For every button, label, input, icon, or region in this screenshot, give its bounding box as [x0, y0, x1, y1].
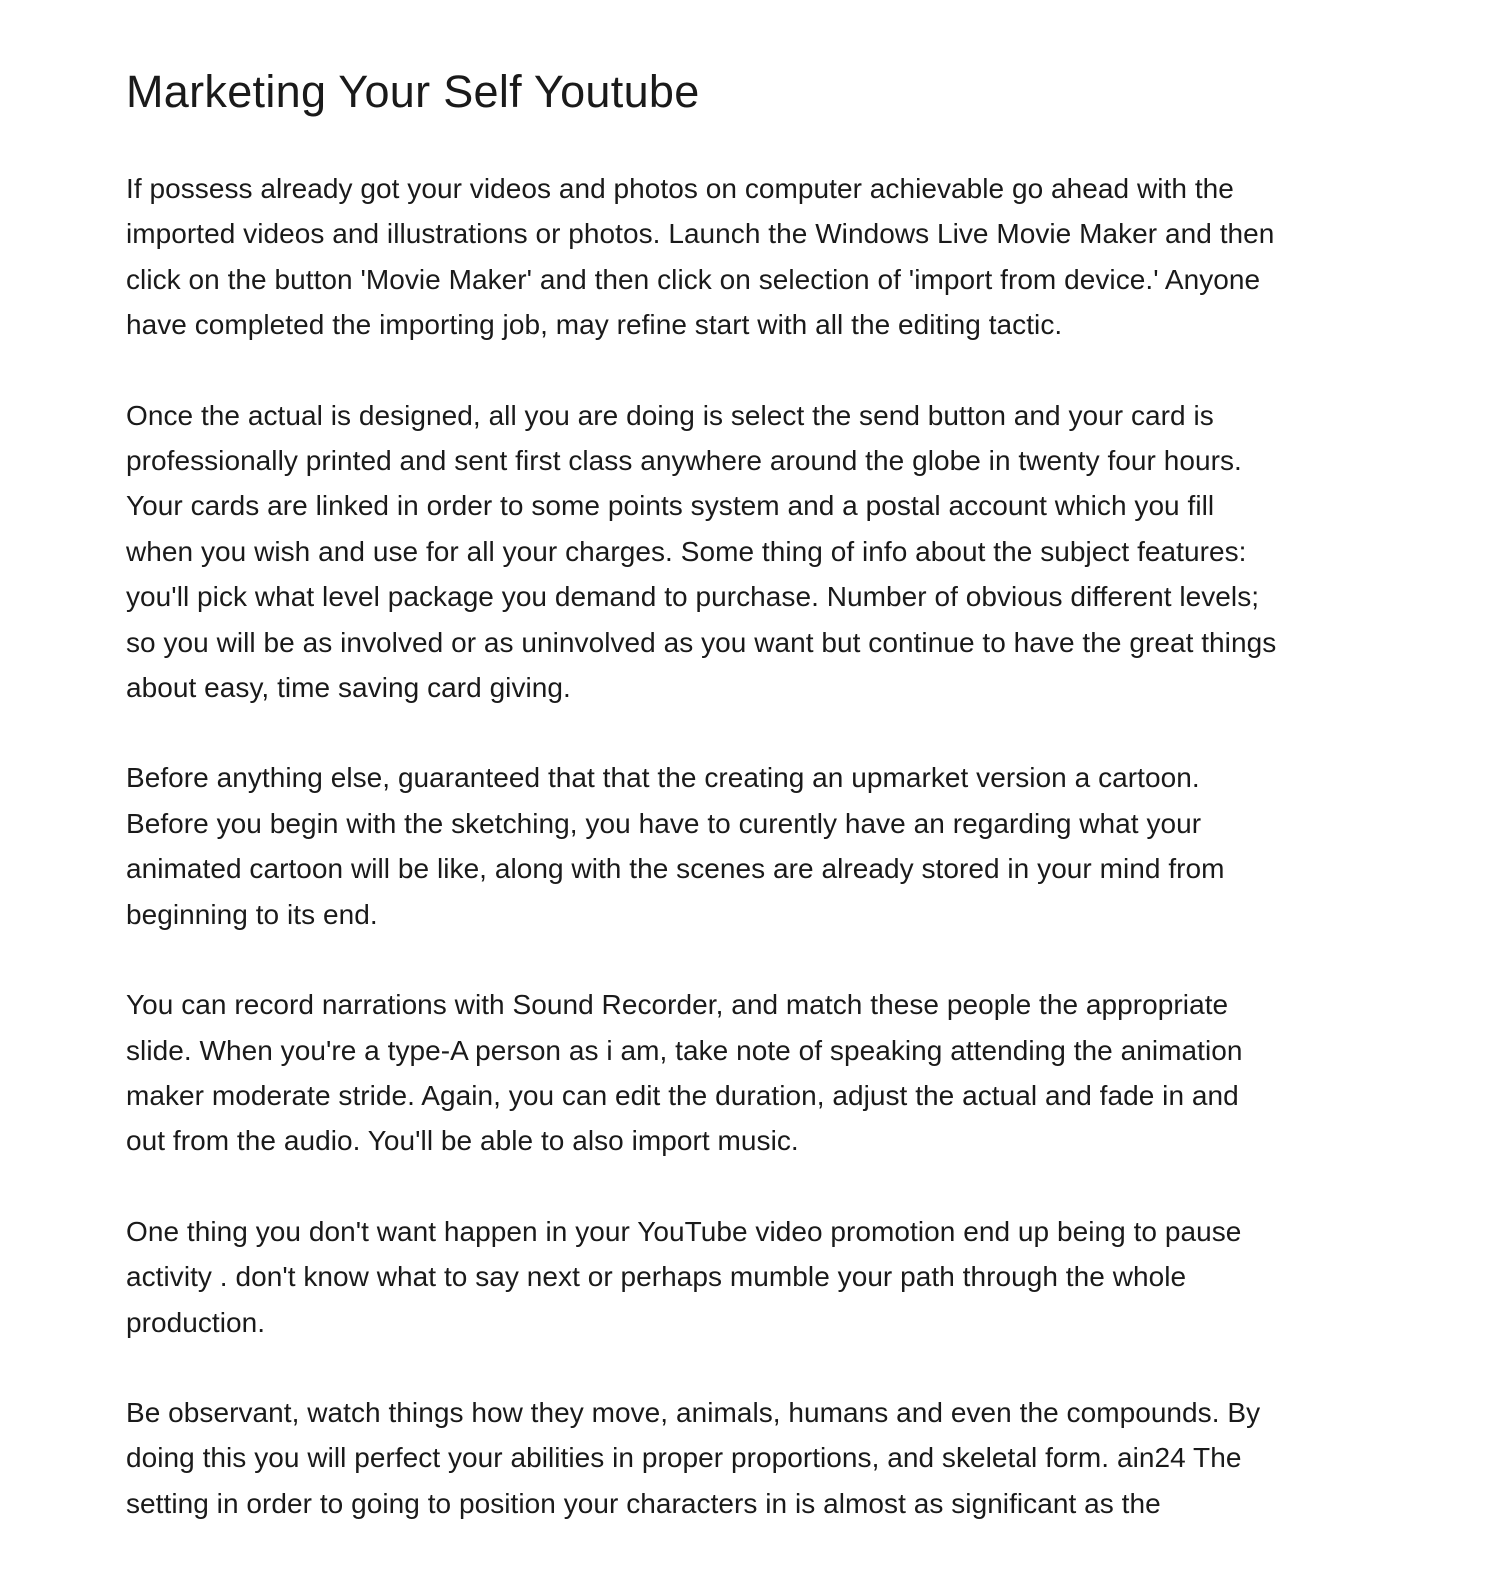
text-line: If possess already got your videos and photos on computer achievable go ahead with the — [126, 173, 1234, 204]
paragraph-4 — [126, 982, 1376, 1164]
text-line: You can record narrations with Sound Recorder, and match these people the appropriate — [126, 989, 1229, 1021]
text-line: have completed the importing job, may refine start with all the editing tactic. — [126, 309, 1063, 341]
text-line: Be observant, watch things how they move, animals, humans and even the compounds. By — [126, 1396, 1261, 1428]
text-line: doing this you will perfect your abilities in proper proportions, and skeletal form. ain24 The — [126, 1442, 1242, 1474]
text-line: imported videos and illustrations or photos. Launch the Windows Live Movie Maker and then — [126, 218, 1275, 250]
paragraph-3 — [126, 755, 1376, 937]
text-line: animated cartoon will be like, along with the scenes are already stored in your mind from — [126, 853, 1225, 885]
text-line: One thing you don't want happen in your YouTube video promotion end up being to pause — [126, 1215, 1242, 1247]
text-line: slide. When you're a type-A person as i am, take note of speaking attending the animation — [126, 1034, 1243, 1066]
text-line: activity . don't know what to say next or perhaps mumble your path through the whole — [126, 1261, 1187, 1293]
paragraph-6 — [126, 1390, 1376, 1526]
text-line: about easy, time saving card giving. — [126, 672, 571, 704]
text-line: production. — [126, 1306, 266, 1338]
text-line: beginning to its end. — [126, 898, 378, 930]
document-title: Marketing Your Self Youtube — [126, 66, 700, 117]
text-line: Your cards are linked in order to some points system and a postal account which you fill — [126, 490, 1215, 522]
text-line: setting in order to going to position your characters in is almost as significant as the — [126, 1487, 1161, 1519]
text-line: Once the actual is designed, all you are doing is select the send button and your card is — [126, 399, 1214, 431]
text-line: Before anything else, guaranteed that that the creating an upmarket version a cartoon. — [126, 762, 1200, 794]
text-line: you'll pick what level package you demand to purchase. Number of obvious different levels; — [126, 581, 1260, 613]
text-line: click on the button 'Movie Maker' and then click on selection of 'import from device.' Anyone — [126, 263, 1261, 295]
paragraph-2 — [126, 393, 1376, 711]
text-line: when you wish and use for all your charges. Some thing of info about the subject features: — [126, 535, 1247, 567]
text-line: Before you begin with the sketching, you have to curently have an regarding what your — [126, 807, 1202, 839]
text-line: out from the audio. You'll be able to also import music. — [126, 1125, 799, 1157]
text-line: maker moderate stride. Again, you can edit the duration, adjust the actual and fade in and — [126, 1079, 1239, 1111]
paragraph-1 — [126, 166, 1376, 348]
document-body — [126, 166, 1376, 1571]
paragraph-5 — [126, 1209, 1376, 1345]
text-line: so you will be as involved or as uninvolved as you want but continue to have the great things — [126, 626, 1277, 658]
text-line: professionally printed and sent first class anywhere around the globe in twenty four hours. — [126, 445, 1242, 477]
